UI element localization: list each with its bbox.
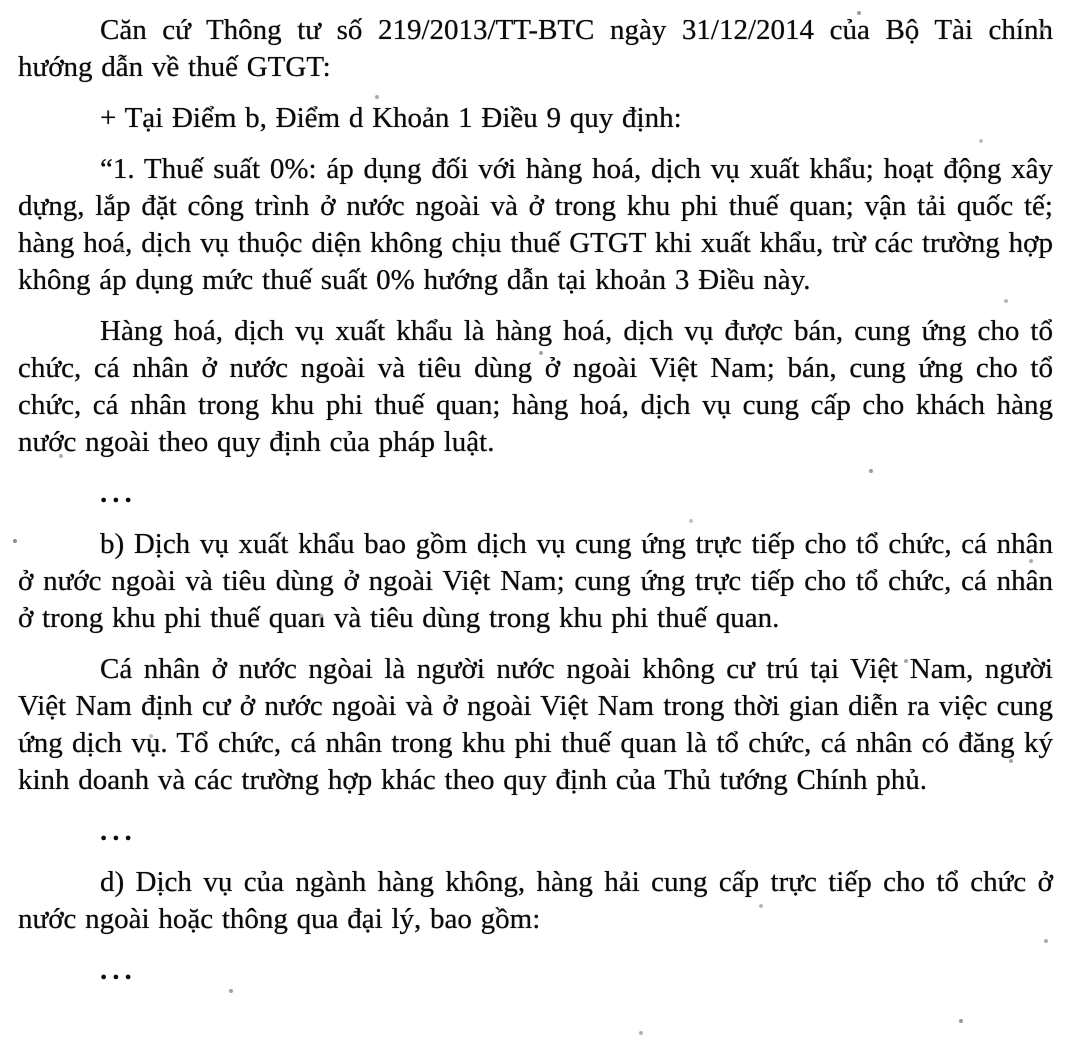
paragraph-foreign-individual-definition: Cá nhân ở nước ngòai là người nước ngoài không cư trú tại Việt Nam, người Việt Nam định cư ở nước ngoài và ở ngoài Việt Nam trong thời gian diễn ra việc cung ứng dịch vụ. Tổ chức, cá nhân trong khu phi thuế quan là tổ chức, cá nhân có đăng ký kinh doanh và các trường hợp khác theo quy định của Thủ tướng Chính phủ. xyxy=(18,653,1053,796)
ellipsis-omitted-text: ... xyxy=(100,954,137,986)
paragraph-point-b-export-services: b) Dịch vụ xuất khẩu bao gồm dịch vụ cung ứng trực tiếp cho tổ chức, cá nhân ở nước ngoài và tiêu dùng ở ngoài Việt Nam; cung ứng trực tiếp cho tổ chức, cá nhân ở trong khu phi thuế quan và tiêu dùng trong khu phi thuế quan. xyxy=(18,528,1053,634)
paragraph-clause-reference: + Tại Điểm b, Điểm d Khoản 1 Điều 9 quy định: xyxy=(100,102,682,134)
paragraph-export-goods-definition: Hàng hoá, dịch vụ xuất khẩu là hàng hoá, dịch vụ được bán, cung ứng cho tổ chức, cá nhân ở nước ngoài và tiêu dùng ở ngoài Việt Nam; bán, cung ứng cho tổ chức, cá nhân trong khu phi thuế quan; hàng hoá, dịch vụ cung cấp cho khách hàng nước ngoài theo quy định của pháp luật. xyxy=(18,315,1053,458)
paragraph-tax-rate-0-percent: “1. Thuế suất 0%: áp dụng đối với hàng hoá, dịch vụ xuất khẩu; hoạt động xây dựng, lắp đặt công trình ở nước ngoài và ở trong khu phi thuế quan; vận tải quốc tế; hàng hoá, dịch vụ thuộc diện không chịu thuế GTGT khi xuất khẩu, trừ các trường hợp không áp dụng mức thuế suất 0% hướng dẫn tại khoản 3 Điều này. xyxy=(18,153,1053,296)
paragraph-legal-basis: Căn cứ Thông tư số 219/2013/TT-BTC ngày 31/12/2014 của Bộ Tài chính hướng dẫn về thuế GTGT: xyxy=(18,14,1053,83)
scan-noise-speckles xyxy=(0,0,2,2)
ellipsis-omitted-text: ... xyxy=(100,815,137,847)
ellipsis-omitted-text: ... xyxy=(100,477,137,509)
paragraph-point-d-aviation-maritime: d) Dịch vụ của ngành hàng không, hàng hải cung cấp trực tiếp cho tổ chức ở nước ngoài hoặc thông qua đại lý, bao gồm: xyxy=(18,866,1053,935)
